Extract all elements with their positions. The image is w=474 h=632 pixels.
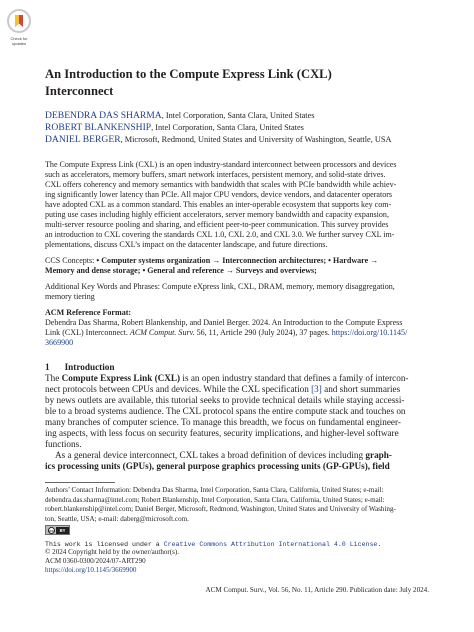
ccs-line-2: Memory and dense storage; • General and reference → Surveys and overviews; (45, 266, 317, 275)
doi-link[interactable]: https://doi.org/10.1145/ (331, 328, 408, 337)
author-name[interactable]: DANIEL BERGER (45, 134, 121, 145)
footnote-rule (45, 482, 115, 483)
citation-link[interactable]: [3] (311, 384, 322, 394)
body-text: is an open industry standard that defines a family of intercon- (180, 373, 409, 383)
abstract-line: puting use cases including highly efficient accelerators, server memory bandwidth and capacity expansion, (45, 210, 389, 219)
license-text: . (377, 541, 382, 548)
keywords-line-2: memory tiering (45, 292, 95, 301)
author-1 (45, 110, 315, 122)
intro-line: ics processing units (GPUs), general purpose graphics processing units (GP-GPUs), field (45, 461, 390, 471)
abstract-line: an introduction to CXL covering the standards CXL 1.0, CXL 2.0, and CXL 3.0. We further survey CXL im- (45, 230, 395, 239)
intro-line (45, 373, 408, 384)
ccs-concepts-text: • Computer systems organization → Interconnection architectures; • Hardware → (94, 256, 379, 265)
check-for-updates-badge[interactable] (4, 6, 34, 46)
section-title: Introduction (64, 362, 115, 372)
license-link[interactable]: Creative Commons Attribution International 4.0 License (163, 541, 378, 548)
abstract-line: CXL offers coherency and memory semantics with bandwidth that scales with PCIe bandwidth while achiev- (45, 180, 397, 189)
journal-name: ACM Comput. Surv. (129, 328, 195, 337)
ccs-prefix: CCS Concepts: (45, 256, 95, 265)
abstract-line: multi-server resource pooling and sharing, and efficient peer-to-peer communication. This survey provides (45, 220, 389, 229)
bookmark-icon (4, 6, 34, 36)
abstract-line: The Compute Express Link (CXL) is an open industry-standard interconnect between processors and devices (45, 160, 397, 169)
copyright-line: © 2024 Copyright held by the owner/author(s). (45, 548, 180, 556)
intro-line: by news outlets are available, this tutorial seeks to provide technical details while staying accessi- (45, 395, 405, 405)
footnote-line: debendra.das.sharma@intel.com; Robert Blankenship, Intel Corporation, Santa Clara, California, United States; e-mail: (45, 495, 385, 504)
reference-line-1: Debendra Das Sharma, Robert Blankenship, and Daniel Berger. 2024. An Introduction to the Compute Express (45, 318, 403, 327)
abstract-line: have adopted CXL as a common standard. This enables an inter-operable ecosystem that supports key com- (45, 200, 392, 209)
title-line-2: Interconnect (45, 84, 114, 98)
footnote-line: Authors’ Contact Information: Debendra Das Sharma, Intel Corporation, Santa Clara, California, United States; e-mail: (45, 486, 384, 494)
reference-text: Link (CXL) Interconnect. (45, 328, 130, 337)
license-text: This work is licensed under a (45, 541, 164, 548)
title-line-1: An Introduction to the Compute Express Link (CXL) (45, 67, 332, 81)
ccs-line-1 (45, 256, 378, 266)
reference-line-2 (45, 328, 407, 338)
body-text: As a general device interconnect, CXL takes a broad definition of devices including (55, 450, 366, 460)
badge-label: Check for updates (10, 36, 28, 46)
intro-line: many branches of computer science. To manage this breadth, we focus on fundamental engineer- (45, 417, 401, 427)
intro-line: functions. (45, 439, 82, 449)
creative-commons-badge[interactable] (45, 525, 70, 535)
footnote-line: robert.blankenship@intel.com; Daniel Berger, Microsoft, Redmond, Washington, United States and University of Washing- (45, 505, 396, 513)
author-3 (45, 134, 391, 146)
author-affiliation: , Microsoft, Redmond, United States and University of Washington, Seattle, USA (120, 135, 392, 144)
keywords-line-1: Additional Key Words and Phrases: Compute eXpress link, CXL, DRAM, memory, memory disaggregation, (45, 282, 395, 291)
footnote-line: ton, Seattle, USA; e-mail: daberg@microsoft.com. (45, 514, 189, 523)
paper-title (45, 66, 332, 100)
body-text-bold: graph- (365, 450, 392, 460)
reference-text: 56, 11, Article 290 (July 2024), 37 pages. (194, 328, 332, 337)
cc-icon: cc (49, 528, 54, 533)
section-number: 1 (45, 362, 50, 372)
author-affiliation: , Intel Corporation, Santa Clara, United States (151, 123, 304, 132)
abstract-line: such as accelerators, memory buffers, smart network interfaces, persistent memory, and solid-state drives. (45, 170, 386, 179)
intro-line: ble to a broad systems audience. The CXL protocol spans the entire compute stack and touches on (45, 406, 406, 416)
author-2 (45, 122, 304, 134)
body-text-bold: Compute Express Link (CXL) (61, 373, 181, 383)
reference-heading: ACM Reference Format: (45, 308, 132, 317)
abstract-line: ing significantly lower latency than PCIe. All major CPU vendors, device vendors, and datacenter operators (45, 190, 393, 199)
intro-line (55, 450, 392, 461)
doi-link-continued[interactable]: 3669900 (45, 338, 74, 347)
issn-line: ACM 0360-0300/2024/07-ART290 (45, 557, 146, 565)
by-icon: BY (56, 527, 69, 534)
abstract-line: plementations, discuss CXL’s impact on the datacenter landscape, and future directions. (45, 240, 328, 249)
footnote-doi-link[interactable]: https://doi.org/10.1145/3669900 (45, 566, 137, 574)
intro-line: ing aspects, with less focus on security features, security implications, and higher-level software (45, 428, 399, 438)
intro-line (45, 384, 400, 395)
body-text: The (45, 373, 62, 383)
author-name[interactable]: DEBENDRA DAS SHARMA (45, 110, 162, 121)
running-footer: ACM Comput. Surv., Vol. 56, No. 11, Article 290. Publication date: July 2024. (205, 586, 429, 594)
author-name[interactable]: ROBERT BLANKENSHIP (45, 122, 152, 133)
section-heading (45, 361, 114, 373)
author-affiliation: , Intel Corporation, Santa Clara, United States (161, 111, 315, 120)
body-text: nect protocols between CPUs and devices. While the CXL specification (45, 384, 312, 394)
body-text: and short summaries (321, 384, 401, 394)
